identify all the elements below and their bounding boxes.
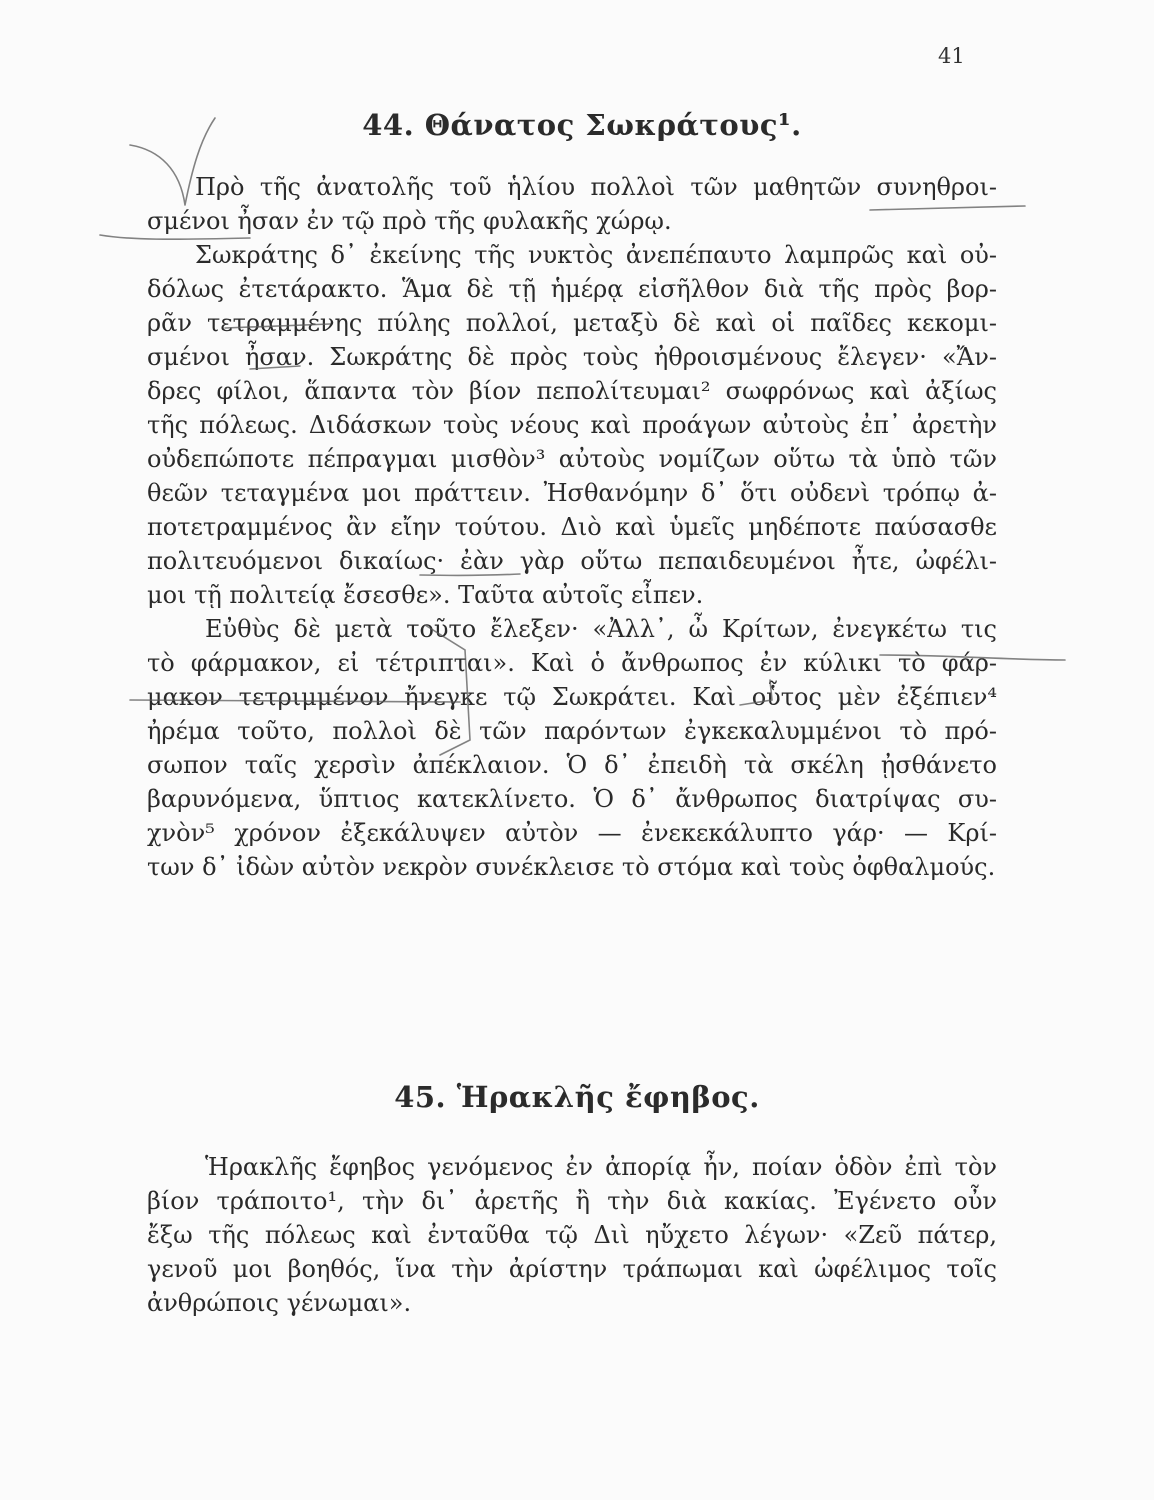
text-line: χνὸν⁵ χρόνον ἐξεκάλυψεν αὐτὸν — ἐνεκεκάλυπτο γάρ· — Κρί- — [147, 819, 997, 847]
text-line: Πρὸ τῆς ἀνατολῆς τοῦ ἡλίου πολλοὶ τῶν μαθητῶν συνηθροι- — [195, 173, 997, 201]
text-line: ἠρέμα τοῦτο, πολλοὶ δὲ τῶν παρόντων ἐγκεκαλυμμένοι τὸ πρό- — [147, 717, 997, 745]
text-line: ἔξω τῆς πόλεως καὶ ἐνταῦθα τῷ Διὶ ηὔχετο λέγων· «Ζεῦ πάτερ, — [147, 1221, 997, 1249]
text-line: βίον τράποιτο¹, τὴν δι᾽ ἀρετῆς ἢ τὴν διὰ κακίας. Ἐγένετο οὖν — [147, 1187, 997, 1215]
text-line: σμένοι ἦσαν ἐν τῷ πρὸ τῆς φυλακῆς χώρῳ. — [147, 207, 672, 235]
text-line: Ἡρακλῆς ἔφηβος γενόμενος ἐν ἀπορίᾳ ἦν, ποίαν ὁδὸν ἐπὶ τὸν — [205, 1153, 997, 1181]
text-line: Σωκράτης δ᾽ ἐκείνης τῆς νυκτὸς ἀνεπέπαυτο λαμπρῶς καὶ οὐ- — [195, 241, 997, 269]
text-line: σμένοι ἦσαν. Σωκράτης δὲ πρὸς τοὺς ἠθροισμένους ἔλεγεν· «Ἄν- — [147, 343, 997, 371]
section-45-text — [147, 1150, 997, 1320]
text-line: θεῶν τεταγμένα μοι πράττειν. Ἠσθανόμην δ᾽ ὅτι οὐδενὶ τρόπῳ ἀ- — [147, 479, 997, 507]
text-line: Εὐθὺς δὲ μετὰ τοῦτο ἔλεξεν· «Ἀλλ᾽, ὦ Κρίτων, ἐνεγκέτω τις — [205, 615, 997, 643]
text-line: μακον τετριμμένον ἤνεγκε τῷ Σωκράτει. Καὶ οὗτος μὲν ἐξέπιεν⁴ — [147, 683, 997, 711]
text-line: βαρυνόμενα, ὕπτιος κατεκλίνετο. Ὁ δ᾽ ἄνθρωπος διατρίψας συ- — [147, 785, 997, 813]
text-line: οὐδεπώποτε πέπραγμαι μισθὸν³ αὐτοὺς νομίζων οὕτω τὰ ὑπὸ τῶν — [147, 445, 997, 473]
text-line: τῆς πόλεως. Διδάσκων τοὺς νέους καὶ προάγων αὐτοὺς ἐπ᾽ ἀρετὴν — [147, 411, 997, 439]
text-line: πολιτευόμενοι δικαίως· ἐὰν γὰρ οὕτω πεπαιδευμένοι ἦτε, ὠφέλι- — [147, 547, 997, 575]
section-45-title: 45. Ἡρακλῆς ἔφηβος. — [394, 1080, 760, 1114]
text-line: ποτετραμμένος ἂν εἴην τούτου. Διὸ καὶ ὑμεῖς μηδέποτε παύσασθε — [147, 513, 997, 541]
text-line: δρες φίλοι, ἅπαντα τὸν βίον πεπολίτευμαι² σωφρόνως καὶ ἀξίως — [147, 377, 997, 405]
text-line: σωπον ταῖς χερσὶν ἀπέκλαιον. Ὁ δ᾽ ἐπειδὴ τὰ σκέλη ᾐσθάνετο — [147, 751, 997, 779]
section-44-title: 44. Θάνατος Σωκράτους¹. — [362, 108, 802, 142]
page-number: 41 — [938, 44, 965, 68]
text-line: δόλως ἐτετάρακτο. Ἅμα δὲ τῇ ἡμέρᾳ εἰσῆλθον διὰ τῆς πρὸς βορ- — [147, 275, 997, 303]
text-line: τὸ φάρμακον, εἰ τέτριπται». Καὶ ὁ ἄνθρωπος ἐν κύλικι τὸ φάρ- — [147, 649, 997, 677]
text-line: ρᾶν τετραμμένης πύλης πολλοί, μεταξὺ δὲ καὶ οἱ παῖδες κεκομι- — [147, 309, 997, 337]
section-44-text — [147, 170, 997, 884]
text-line: των δ᾽ ἰδὼν αὐτὸν νεκρὸν συνέκλεισε τὸ στόμα καὶ τοὺς ὀφθαλμούς. — [147, 853, 996, 881]
text-line: μοι τῇ πολιτείᾳ ἔσεσθε». Ταῦτα αὐτοῖς εἶπεν. — [147, 581, 704, 609]
text-line: ἀνθρώποις γένωμαι». — [147, 1289, 412, 1317]
text-line: γενοῦ μοι βοηθός, ἵνα τὴν ἀρίστην τράπωμαι καὶ ὠφέλιμος τοῖς — [147, 1255, 997, 1283]
